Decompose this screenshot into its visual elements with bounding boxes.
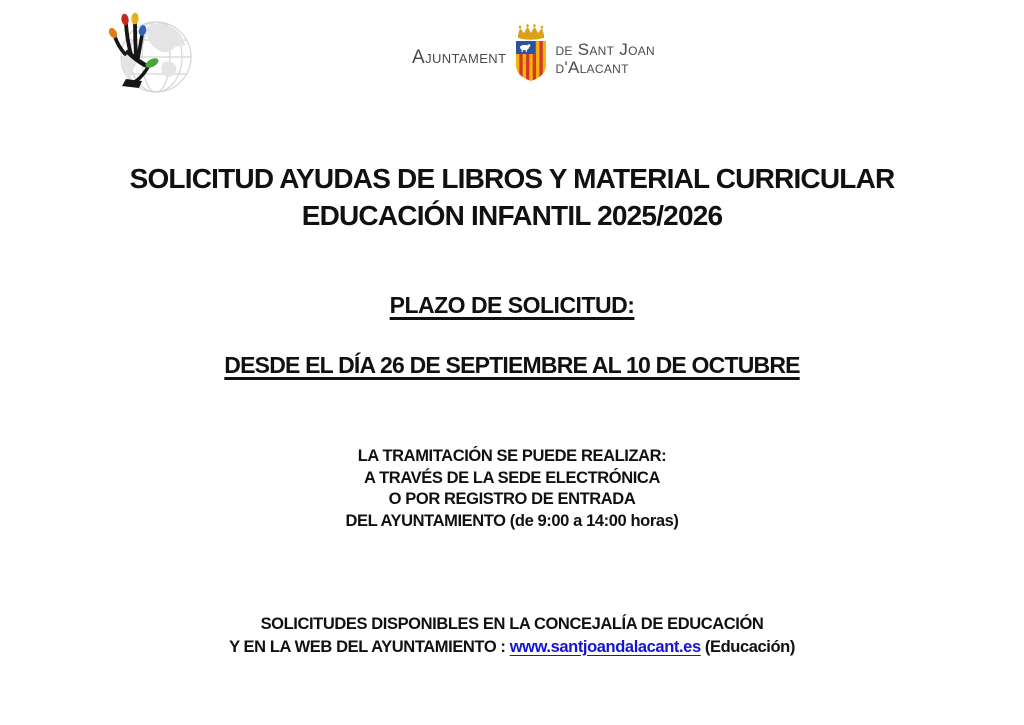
deadline-section bbox=[0, 292, 1024, 319]
municipality-name-line1: de Sant Joan bbox=[555, 40, 655, 59]
availability-line2-suffix: (Educación) bbox=[700, 637, 795, 656]
availability-line1: SOLICITUDES DISPONIBLES EN LA CONCEJALÍA DE EDUCACIÓN bbox=[260, 615, 764, 633]
deadline-heading: PLAZO DE SOLICITUD: bbox=[389, 292, 635, 318]
main-title bbox=[0, 160, 1024, 234]
municipality-name bbox=[555, 41, 655, 77]
hand-globe-logo bbox=[98, 10, 198, 100]
deadline-range: DESDE EL DÍA 26 DE SEPTIEMBRE AL 10 DE OCTUBRE bbox=[224, 352, 800, 378]
availability-info bbox=[0, 613, 1024, 658]
availability-line2-prefix: Y EN LA WEB DEL AYUNTAMIENTO : bbox=[229, 637, 510, 656]
ayuntamiento-logo bbox=[412, 22, 655, 86]
coat-of-arms-icon bbox=[513, 24, 549, 84]
title-line1: SOLICITUD AYUDAS DE LIBROS Y MATERIAL CURRICULAR bbox=[129, 163, 895, 194]
index-tip bbox=[121, 13, 130, 25]
procedure-line2: A TRAVÉS DE LA SEDE ELECTRÓNICA bbox=[364, 468, 660, 487]
deadline-range-section bbox=[0, 352, 1024, 379]
crown-icon bbox=[518, 24, 544, 39]
title-line2: EDUCACIÓN INFANTIL 2025/2026 bbox=[301, 200, 723, 231]
procedure-line1: LA TRAMITACIÓN SE PUEDE REALIZAR: bbox=[357, 447, 667, 465]
ayuntamiento-name: Ajuntament bbox=[412, 47, 507, 68]
middle-tip bbox=[131, 13, 139, 25]
procedure-line3: O POR REGISTRO DE ENTRADA bbox=[388, 490, 636, 508]
availability-line2 bbox=[0, 636, 1024, 659]
website-link[interactable]: www.santjoandalacant.es bbox=[509, 637, 701, 656]
shield-field bbox=[516, 41, 546, 81]
procedure-info bbox=[0, 446, 1024, 532]
procedure-line4: DEL AYUNTAMIENTO (de 9:00 a 14:00 horas) bbox=[345, 511, 679, 530]
municipality-name-line2: d'Alacant bbox=[555, 58, 629, 77]
